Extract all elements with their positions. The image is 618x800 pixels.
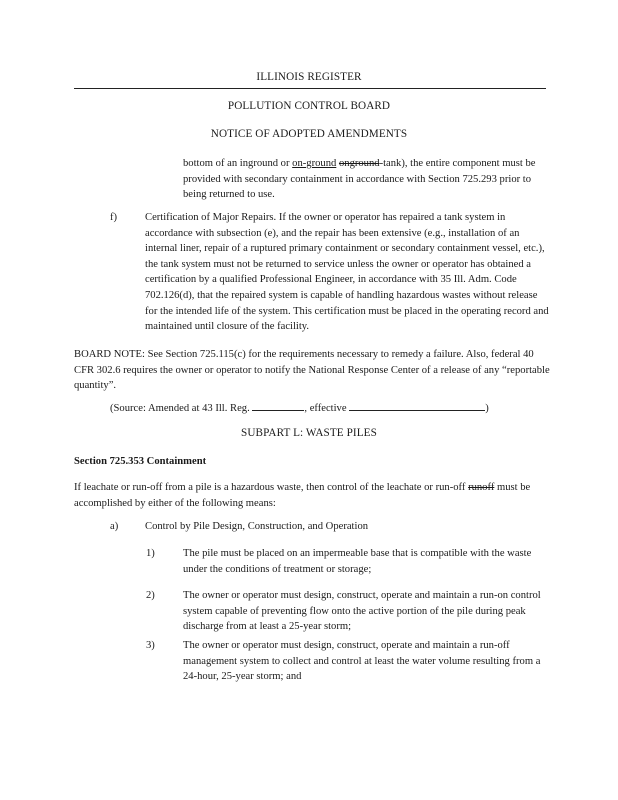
subitem-2-text: The owner or operator must design, construct, operate and maintain a run-on control system capable of preventing flow onto the active portion of the pile during peak discharge from at least a 25-year storm; xyxy=(183,590,541,633)
intro-text-after: must be accomplished by either of the following means: xyxy=(74,482,531,509)
source-prefix: (Source: Amended at 43 Ill. Reg. xyxy=(110,403,253,414)
item-f-marker: f) xyxy=(110,212,118,223)
continuation-paragraph xyxy=(183,156,553,203)
inserted-text: on-ground xyxy=(292,158,337,169)
continuation-text-before: bottom of an inground or xyxy=(183,158,293,169)
item-f-text: Certification of Major Repairs. If the owner or operator has repaired a tank system in accordance with subsection (e), and the repair has been extensive (e.g., installation of an internal liner, repair of a ruptured primary containment or secondary containment vessel, etc.), the tank system must not be returned to service unless the owner or operator has obtained a certification by a qualified Professional Engineer, in accordance with 35 Ill. Adm. Code 702.126(d), that the repaired system is capable of handling hazardous wastes without release for the intended life of the system. This certification must be placed in the operating record and maintained until closure of the facility. xyxy=(145,212,549,333)
source-middle: , effective xyxy=(304,403,350,414)
item-a-marker: a) xyxy=(110,521,119,532)
board-title: POLLUTION CONTROL BOARD xyxy=(227,100,391,112)
effective-date-blank xyxy=(349,399,485,411)
header-divider xyxy=(74,88,546,89)
register-blank xyxy=(252,399,304,411)
deleted-text: onground xyxy=(338,158,380,169)
intro-paragraph xyxy=(74,480,542,511)
intro-text-before: If leachate or run-off from a pile is a hazardous waste, then control of the leachate or run-off xyxy=(74,482,469,493)
source-line xyxy=(110,399,540,417)
continuation-text-after: -tank), the entire component must be provided with secondary containment in accordance with Section 725.293 prior to being returned to use. xyxy=(183,158,536,201)
subpart-title: SUBPART L: WASTE PILES xyxy=(241,427,377,439)
subitem-3-text: The owner or operator must design, construct, operate and maintain a run-off management system to collect and control at least the water volume resulting from a 24-hour, 25-year storm; and xyxy=(183,640,541,683)
notice-title: NOTICE OF ADOPTED AMENDMENTS xyxy=(210,128,408,140)
subitem-3-marker: 3) xyxy=(146,640,155,651)
subitem-1-text: The pile must be placed on an impermeable base that is compatible with the waste under the conditions of treatment or storage; xyxy=(183,548,532,575)
intro-deleted-text: runoff xyxy=(468,482,495,493)
subitem-1-marker: 1) xyxy=(146,548,155,559)
item-a-text: Control by Pile Design, Construction, and Operation xyxy=(145,521,369,532)
section-heading: Section 725.353 Containment xyxy=(74,456,207,467)
board-note: BOARD NOTE: See Section 725.115(c) for the requirements necessary to remedy a failure. Also, federal 40 CFR 302.6 requires the owner or operator to notify the National Response Center of a release of any “reportable quantity”. xyxy=(74,349,550,392)
register-title: ILLINOIS REGISTER xyxy=(256,71,362,83)
subitem-2-marker: 2) xyxy=(146,590,155,601)
source-suffix: ) xyxy=(485,403,489,414)
